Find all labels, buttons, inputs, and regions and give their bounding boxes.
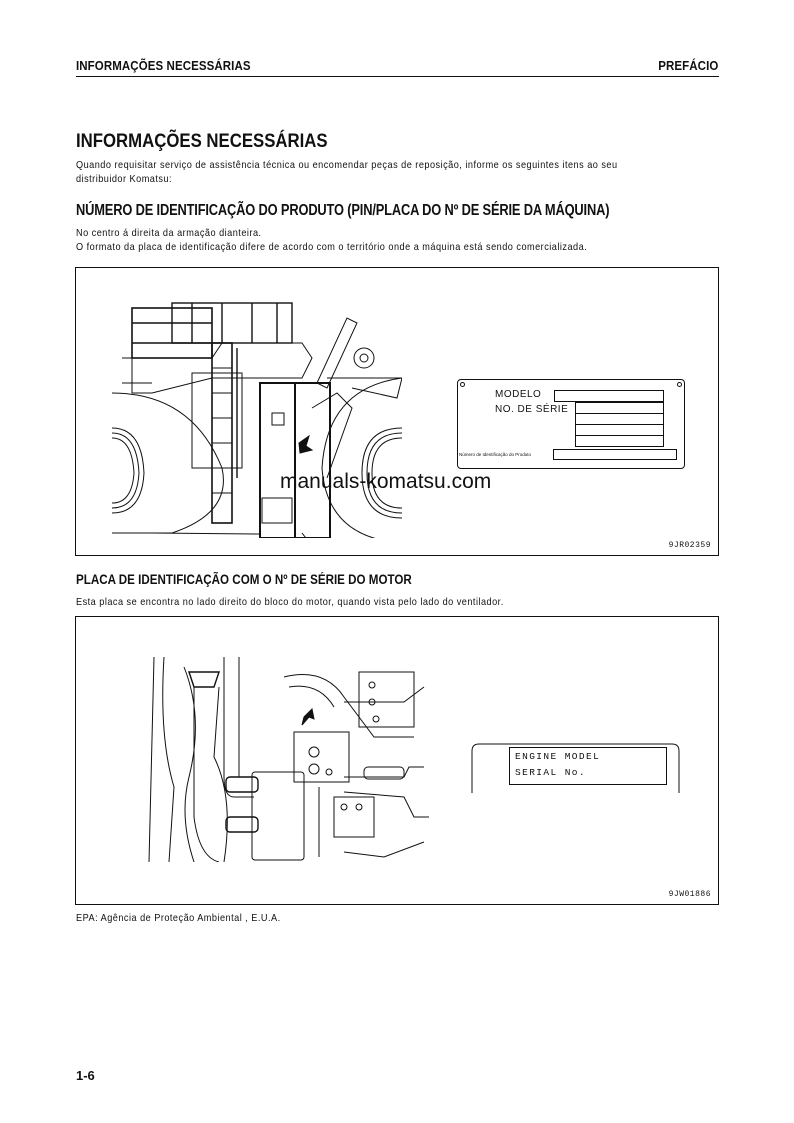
header-divider xyxy=(76,76,719,77)
pin-plate xyxy=(457,379,685,469)
section1-line-1: No centro á direita da armação dianteira. xyxy=(76,228,262,239)
screw-hole-icon xyxy=(677,382,682,387)
section-heading-engine-plate: PLACA DE IDENTIFICAÇÃO COM O Nº DE SÉRIE DO MOTOR xyxy=(76,572,412,587)
engine-plate xyxy=(471,743,680,793)
screw-hole-icon xyxy=(460,382,465,387)
section2-line-1: Esta placa se encontra no lado direito do bloco do motor, quando vista pelo lado do ventilador. xyxy=(76,597,504,608)
plate-serial-label: NO. DE SÉRIE xyxy=(495,404,569,415)
engine-drawing xyxy=(144,657,429,862)
plate-pin-field xyxy=(553,449,677,460)
section-heading-pin: NÚMERO DE IDENTIFICAÇÃO DO PRODUTO (PIN/PLACA DO Nº DE SÉRIE DA MÁQUINA) xyxy=(76,202,610,219)
plate-model-field xyxy=(554,390,664,402)
intro-line-1: Quando requisitar serviço de assistência técnica ou encomendar peças de reposição, informe os seguintes itens ao seu xyxy=(76,160,618,171)
running-header-chapter: PREFÁCIO xyxy=(657,59,718,73)
plate-serial-field-4 xyxy=(575,435,664,447)
page-number: 1-6 xyxy=(76,1068,95,1083)
figure-engine-plate xyxy=(75,616,719,905)
footnote-epa: EPA: Agência de Proteção Ambiental , E.U.A. xyxy=(76,913,281,924)
figure-code: 9JR02359 xyxy=(668,541,711,550)
intro-line-2: distribuidor Komatsu: xyxy=(76,174,173,185)
figure-machine-pin xyxy=(75,267,719,556)
plate-model-label: MODELO xyxy=(495,389,542,400)
running-header-section: INFORMAÇÕES NECESSÁRIAS xyxy=(76,59,251,73)
engine-serial-label: SERIAL No. xyxy=(515,767,587,778)
page-title: INFORMAÇÕES NECESSÁRIAS xyxy=(76,130,328,152)
plate-pin-label: Número de Identificação do Produto xyxy=(459,452,532,457)
section1-line-2: O formato da placa de identificação difere de acordo com o território onde a máquina está sendo comercializada. xyxy=(76,242,588,253)
engine-model-label: ENGINE MODEL xyxy=(515,751,601,762)
watermark: manuals-komatsu.com xyxy=(280,470,492,493)
figure-code: 9JW01886 xyxy=(668,890,711,899)
wheel-loader-drawing xyxy=(112,298,402,538)
